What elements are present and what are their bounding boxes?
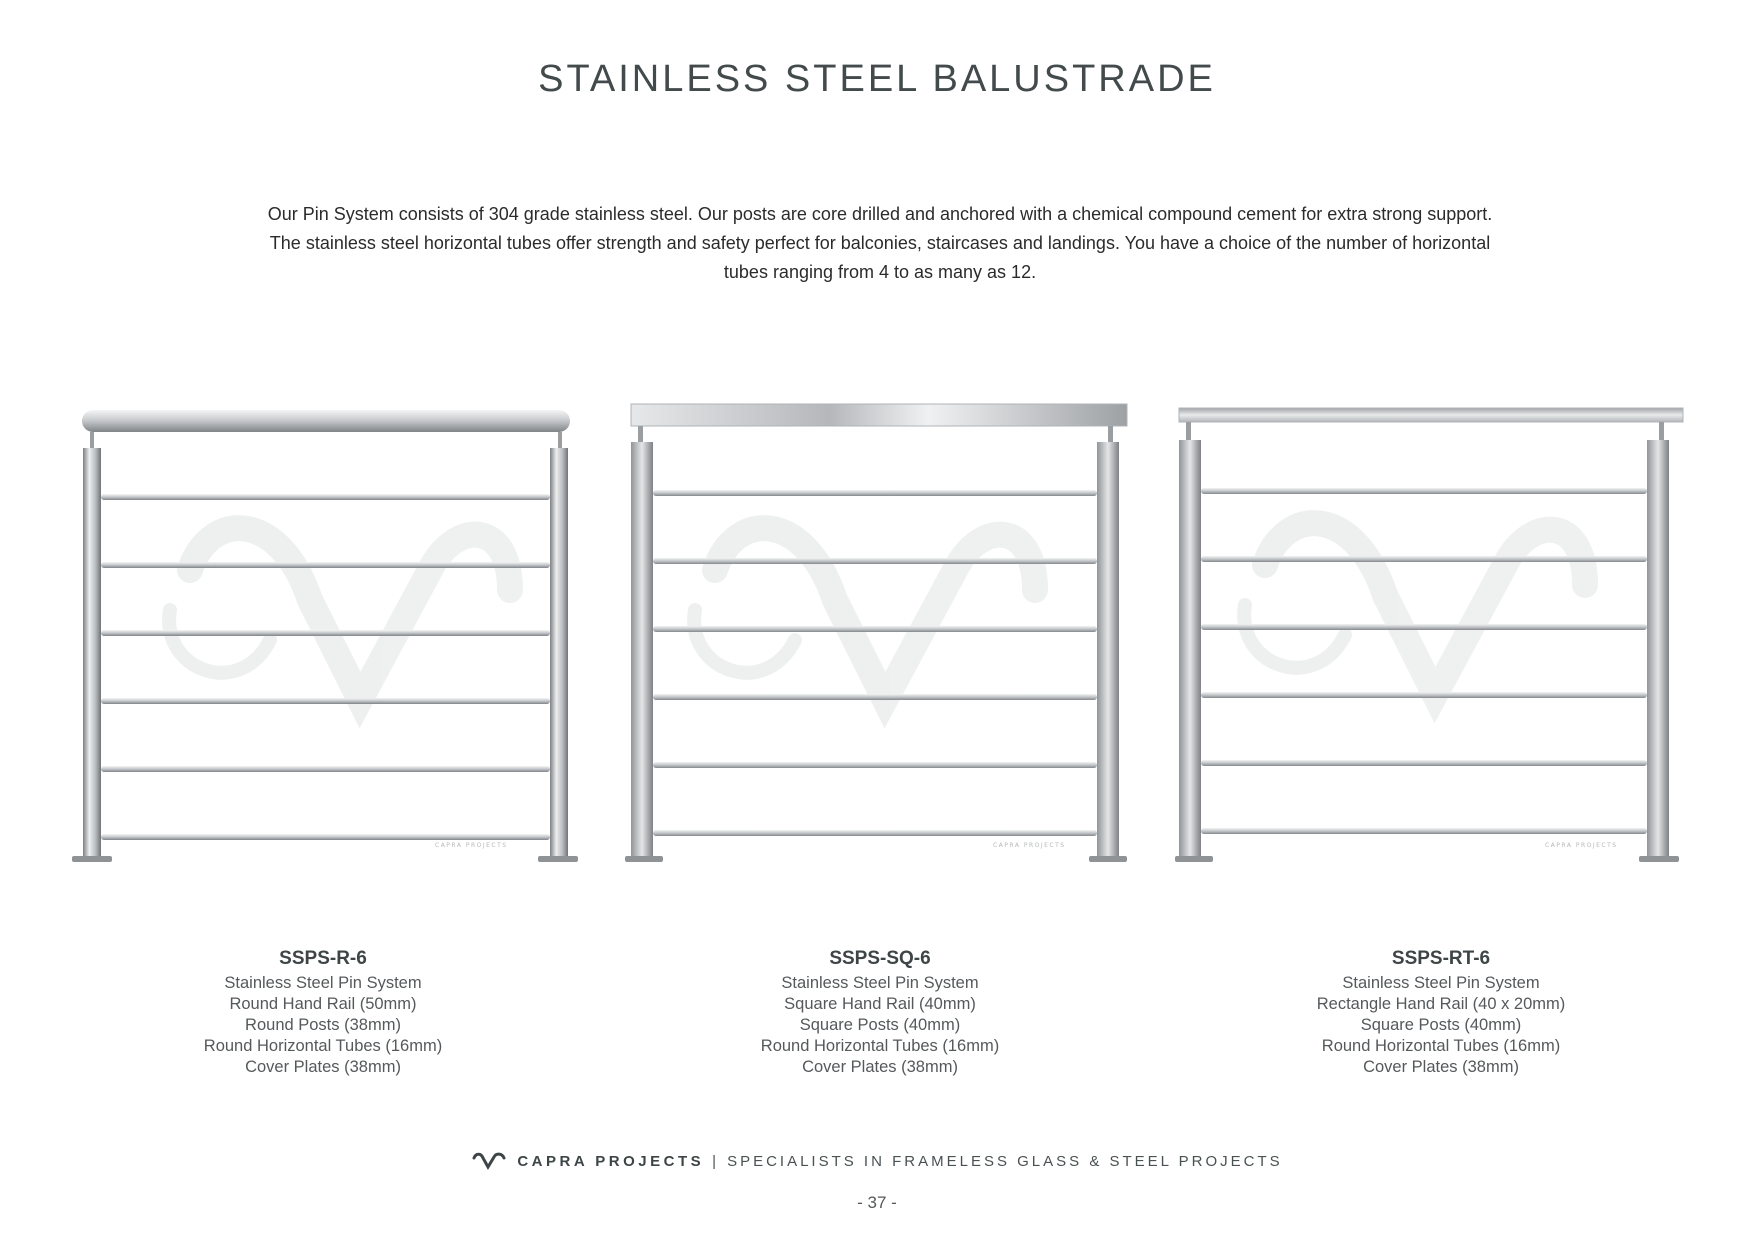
spec-line: Stainless Steel Pin System: [1342, 974, 1540, 992]
product-code: SSPS-RT-6: [1391, 948, 1491, 969]
intro-paragraph: Our Pin System consists of 304 grade stainless steel. Our posts are core drilled and anchored with a chemical compound cement for extra strong support. The stainless steel horizontal tubes offer strength and safety perfect for balconies, staircases and landings. You have a choice of the number of horizontal tubes ranging from 4 to as many as 12.: [267, 204, 1493, 282]
page-title: STAINLESS STEEL BALUSTRADE: [538, 58, 1216, 100]
spec-line: Square Posts (40mm): [799, 1016, 961, 1034]
footer-brand: CAPRA PROJECTS: [517, 1152, 705, 1170]
product-code: SSPS-SQ-6: [829, 948, 931, 969]
spec-line: Round Hand Rail (50mm): [229, 995, 417, 1013]
balustrade-square-illustration: [625, 400, 1145, 900]
watermark-logo: [169, 528, 510, 700]
spec-line: Square Posts (40mm): [1360, 1016, 1522, 1034]
product-caption-ssps-sq-6: [670, 948, 1090, 1078]
watermark-logo: [694, 528, 1035, 700]
spec-line: Stainless Steel Pin System: [224, 974, 422, 992]
balustrade-rectangle-illustration: [1175, 400, 1695, 900]
footer-tagline: SPECIALISTS IN FRAMELESS GLASS & STEEL PROJECTS: [727, 1152, 1283, 1170]
spec-line: Stainless Steel Pin System: [781, 974, 979, 992]
product-image-ssps-rt-6: [1175, 400, 1695, 900]
watermark-logo: [1244, 523, 1585, 695]
image-mark-text: CAPRA PROJECTS: [993, 842, 1066, 849]
image-mark-text: CAPRA PROJECTS: [1545, 842, 1618, 849]
spec-line: Round Horizontal Tubes (16mm): [1321, 1037, 1561, 1055]
product-code: SSPS-R-6: [279, 948, 367, 969]
footer: [0, 1152, 1754, 1170]
spec-line: Square Hand Rail (40mm): [784, 995, 976, 1013]
product-caption-ssps-r-6: [113, 948, 533, 1078]
spec-line: Round Horizontal Tubes (16mm): [203, 1037, 443, 1055]
product-image-ssps-r-6: [70, 400, 590, 900]
balustrade-round-illustration: [70, 400, 590, 900]
spec-line: Rectangle Hand Rail (40 x 20mm): [1316, 995, 1566, 1013]
spec-line: Round Posts (38mm): [245, 1016, 401, 1034]
footer-separator: |: [712, 1152, 720, 1170]
page-number: - 37 -: [857, 1193, 897, 1212]
spec-line: Round Horizontal Tubes (16mm): [760, 1037, 1000, 1055]
spec-line: Cover Plates (38mm): [1363, 1058, 1519, 1076]
product-image-ssps-sq-6: [625, 400, 1145, 900]
product-caption-ssps-rt-6: [1231, 948, 1651, 1078]
image-mark-text: CAPRA PROJECTS: [435, 842, 508, 849]
spec-line: Cover Plates (38mm): [245, 1058, 401, 1076]
capra-logo-icon: [471, 1152, 507, 1170]
spec-line: Cover Plates (38mm): [802, 1058, 958, 1076]
